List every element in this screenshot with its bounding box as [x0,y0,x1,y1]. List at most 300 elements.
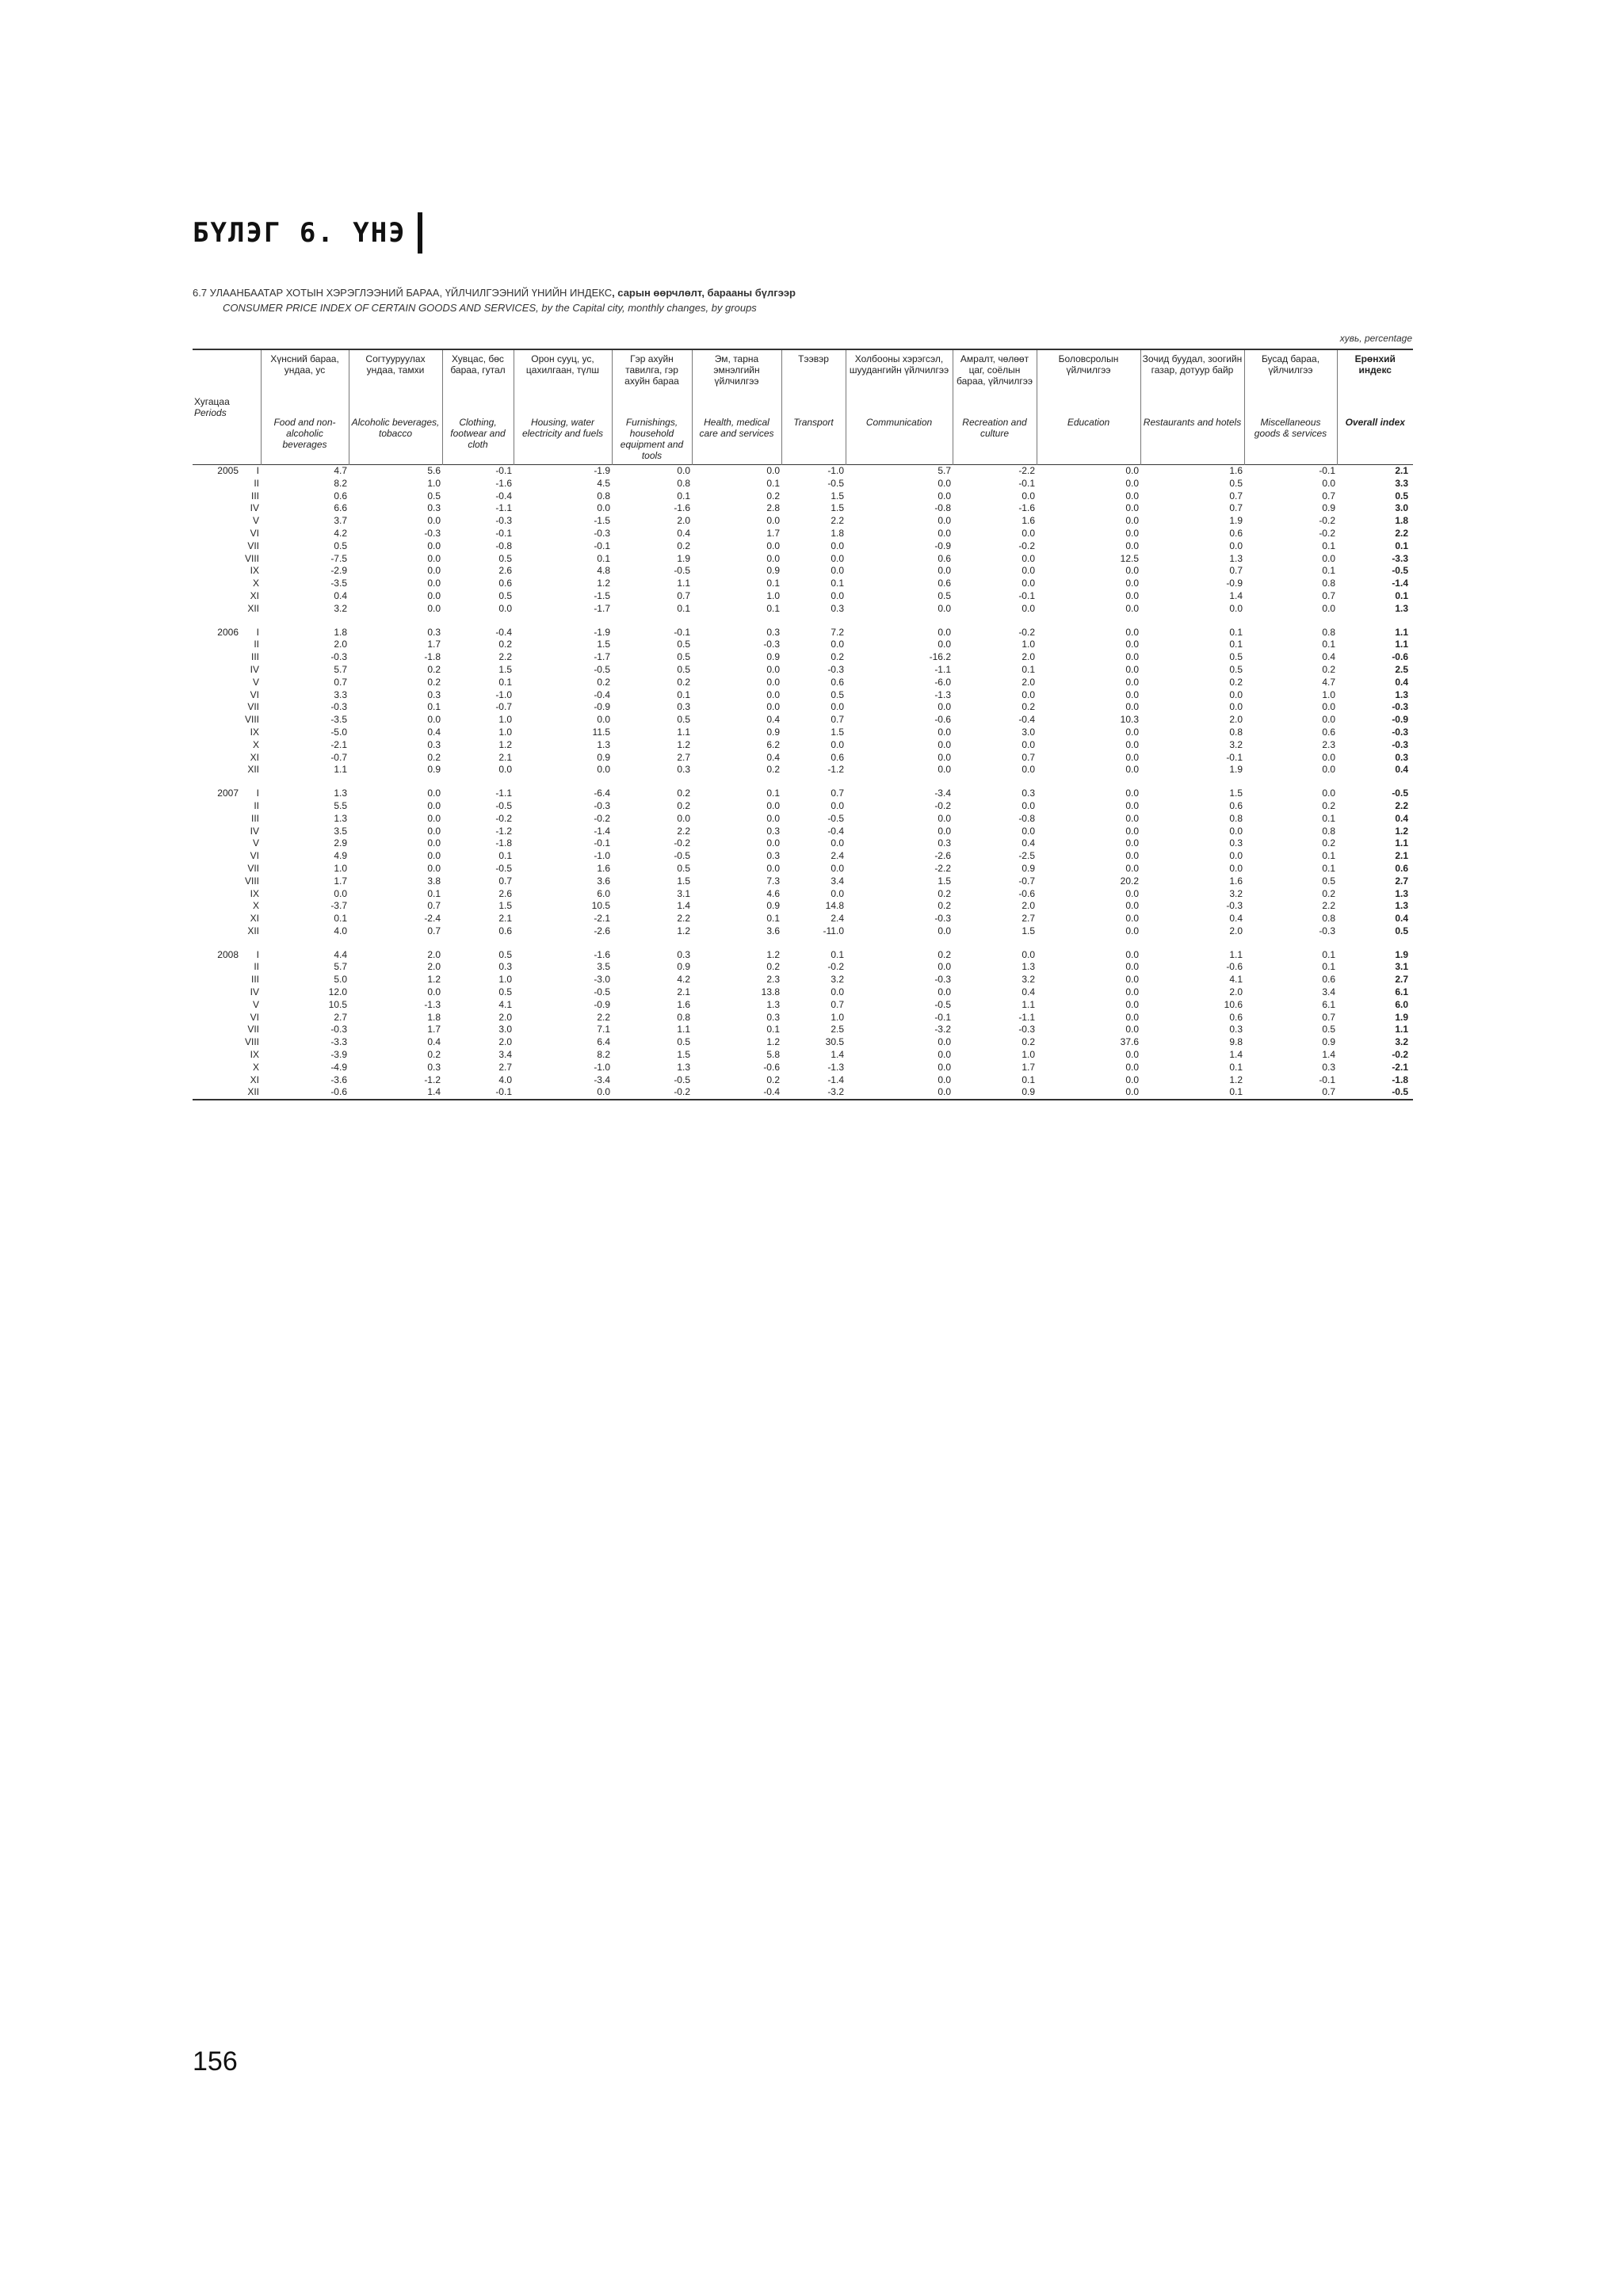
value-cell: 7.1 [597,1024,610,1035]
value-cell: 0.0 [1125,726,1139,738]
value-cell: 0.0 [1125,1049,1139,1061]
value-cell: 0.1 [427,701,441,713]
value-cell: 20.2 [1120,875,1139,887]
value-cell: 0.0 [766,515,780,527]
value-cell: 2.0 [498,1036,512,1048]
value-cell: 0.2 [427,663,441,675]
value-cell: 0.7 [1322,589,1335,601]
year-cell [193,850,240,863]
month-cell: VII [247,701,259,713]
value-cell: 0.2 [1322,799,1335,811]
value-cell: 0.7 [831,714,844,726]
value-cell: 0.4 [1022,837,1035,849]
year-cell [193,603,240,616]
value-cell: 4.1 [1229,974,1243,986]
table-row [193,1024,1413,1036]
value-cell: 2.2 [498,651,512,663]
table-title-en: CONSUMER PRICE INDEX OF CERTAIN GOODS AND SERVICES, by the Capital city, monthly changes, by groups [223,302,757,314]
value-cell: 0.7 [1229,490,1243,502]
value-cell: 1.0 [766,589,780,601]
month-cell: X [252,738,259,750]
value-cell: 3.4 [498,1049,512,1061]
value-cell: 2.2 [677,825,690,837]
value-cell: 0.6 [1395,862,1408,874]
month-cell: V [252,837,259,849]
value-cell: 0.1 [427,887,441,899]
value-cell: 0.2 [498,639,512,650]
value-cell: 6.4 [597,1036,610,1048]
value-cell: 1.2 [766,948,780,960]
year-cell [193,553,240,566]
value-cell: 0.2 [1022,701,1035,713]
value-cell: 1.7 [1022,1061,1035,1073]
month-cell: IX [250,887,259,899]
value-cell: 1.5 [831,502,844,514]
value-cell: 2.2 [1395,799,1408,811]
value-cell: -2.5 [1018,850,1035,862]
value-cell: 1.0 [1022,639,1035,650]
value-cell: -0.3 [934,974,951,986]
table-row [193,689,1413,702]
year-cell [193,701,240,714]
column-header: Хүнсний бараа, ундаа, ус Food and non-alcoholic beverages [261,349,349,465]
value-cell: 0.0 [1022,527,1035,539]
value-cell: 1.1 [677,578,690,589]
table-row [193,764,1413,776]
value-cell: 0.0 [498,602,512,614]
value-cell: 6.2 [766,738,780,750]
value-cell: -0.6 [261,1086,349,1100]
value-cell: -2.2 [1018,465,1035,476]
value-cell: 3.2 [1229,738,1243,750]
table-row [193,1036,1413,1049]
table-row [193,949,1413,962]
value-cell: 0.0 [1022,578,1035,589]
value-cell: -0.5 [594,663,610,675]
value-cell: 0.0 [1125,948,1139,960]
value-cell: 0.0 [1322,751,1335,763]
year-cell [193,961,240,974]
value-cell: 0.5 [831,688,844,700]
period-header: Хугацаа Periods [194,396,230,418]
month-cell: IX [250,565,259,577]
value-cell: -0.7 [330,751,347,763]
value-cell: 1.0 [427,477,441,489]
value-cell: 7.2 [831,626,844,638]
value-cell: 2.1 [1395,465,1408,476]
value-cell: -1.1 [1018,1011,1035,1023]
value-cell: -3.4 [594,1074,610,1085]
value-cell: -0.1 [1018,589,1035,601]
value-cell: 0.0 [1125,862,1139,874]
value-cell: 2.0 [498,1011,512,1023]
year-cell [193,764,240,776]
value-cell: 2.3 [1322,738,1335,750]
value-cell: 5.8 [766,1049,780,1061]
value-cell: -1.3 [424,998,441,1010]
value-cell: -1.3 [934,688,951,700]
value-cell: 0.2 [677,799,690,811]
value-cell: 2.0 [677,515,690,527]
value-cell: 6.1 [1395,986,1408,998]
value-cell: -0.2 [1392,1049,1408,1061]
value-cell: 3.7 [334,515,347,527]
value-cell: 0.7 [334,676,347,688]
value-cell: -0.1 [934,1011,951,1023]
value-cell: 0.0 [1125,974,1139,986]
value-cell: 0.5 [677,714,690,726]
value-cell: 0.0 [514,1086,612,1100]
value-cell: 0.0 [766,552,780,564]
value-cell: -0.2 [612,1086,692,1100]
month-cell: VIII [244,875,259,887]
value-cell: 0.0 [1322,552,1335,564]
year-cell [193,900,240,913]
month-cell: I [256,465,259,476]
value-cell: 0.3 [766,825,780,837]
value-cell: 10.5 [591,900,610,912]
value-cell: 2.0 [1022,676,1035,688]
year-cell [193,800,240,813]
value-cell: 1.9 [1229,515,1243,527]
month-cell: VI [250,688,259,700]
value-cell: 0.0 [1125,502,1139,514]
value-cell: -0.5 [827,812,844,824]
value-cell: 8.2 [334,477,347,489]
value-cell: 0.0 [938,751,951,763]
value-cell: 0.5 [498,986,512,998]
value-cell: 0.0 [1125,837,1139,849]
value-cell: 0.0 [1125,788,1139,799]
value-cell: -1.7 [594,602,610,614]
value-cell: 0.1 [1395,589,1408,601]
value-cell: 2.5 [831,1024,844,1035]
value-cell: 2.7 [334,1011,347,1023]
value-cell: 0.3 [766,850,780,862]
value-cell: 0.8 [597,490,610,502]
value-cell: 0.0 [766,812,780,824]
value-cell: 2.2 [597,1011,610,1023]
value-cell: 0.5 [1395,925,1408,936]
year-cell [193,1012,240,1024]
value-cell: 0.4 [1322,651,1335,663]
value-cell: -1.5 [594,515,610,527]
value-cell: -0.4 [827,825,844,837]
value-cell: 0.0 [938,565,951,577]
value-cell: -1.3 [827,1061,844,1073]
value-cell: 0.8 [1322,913,1335,925]
value-cell: 0.0 [938,764,951,776]
value-cell: 0.3 [677,948,690,960]
value-cell: 0.2 [427,751,441,763]
value-cell: 3.0 [498,1024,512,1035]
year-cell [193,565,240,578]
value-cell: 0.8 [1229,812,1243,824]
value-cell: 1.1 [1395,837,1408,849]
value-cell: -0.3 [827,663,844,675]
value-cell: -0.5 [1392,565,1408,577]
value-cell: 0.0 [1125,812,1139,824]
column-header: Ерөнхий индекс Overall index [1337,349,1413,465]
value-cell: 0.4 [766,751,780,763]
value-cell: 0.7 [831,998,844,1010]
value-cell: 1.5 [498,900,512,912]
value-cell: 1.1 [1022,998,1035,1010]
value-cell: 0.9 [766,726,780,738]
column-header: Бусад бараа, үйлчилгээ Miscellaneous goods & services [1244,349,1337,465]
value-cell: 0.4 [427,1036,441,1048]
value-cell: 0.0 [938,1074,951,1085]
value-cell: 0.0 [1125,925,1139,936]
value-cell: 0.0 [1125,688,1139,700]
value-cell: 0.0 [766,799,780,811]
value-cell: 2.2 [1322,900,1335,912]
value-cell: 0.0 [1125,465,1139,476]
value-cell: -0.5 [674,1074,690,1085]
value-cell: 0.3 [766,1011,780,1023]
value-cell: -6.0 [934,676,951,688]
value-cell: 0.4 [1395,913,1408,925]
value-cell: -0.2 [1018,626,1035,638]
value-cell: 1.4 [349,1086,442,1100]
value-cell: 5.7 [334,961,347,973]
value-cell: 0.6 [1322,726,1335,738]
year-spacer [193,776,1413,788]
value-cell: 0.6 [938,552,951,564]
table-row [193,515,1413,528]
year-cell: 2005 [217,465,239,476]
value-cell: 0.5 [938,589,951,601]
value-cell: 4.6 [766,887,780,899]
value-cell: 2.0 [1229,925,1243,936]
value-cell: 0.0 [427,862,441,874]
value-cell: -0.2 [495,812,512,824]
chapter-divider [418,212,422,254]
value-cell: -0.4 [1018,714,1035,726]
table-row [193,813,1413,826]
value-cell: 0.0 [1125,1074,1139,1085]
value-cell: 0.8 [1322,825,1335,837]
value-cell: 0.7 [1322,490,1335,502]
value-cell: 0.0 [677,812,690,824]
value-cell: 3.6 [766,925,780,936]
value-cell: 1.3 [1022,961,1035,973]
value-cell: -0.3 [594,527,610,539]
value-cell: 0.0 [831,589,844,601]
value-cell: 0.6 [1229,527,1243,539]
value-cell: 0.2 [938,900,951,912]
value-cell: 1.5 [1022,925,1035,936]
value-cell: -0.1 [674,626,690,638]
value-cell: 0.5 [677,639,690,650]
value-cell: 0.0 [1022,825,1035,837]
value-cell: 0.6 [498,925,512,936]
value-cell: -1.2 [424,1074,441,1085]
value-cell: 0.2 [1229,676,1243,688]
value-cell: 0.0 [1022,948,1035,960]
value-cell: 0.9 [766,565,780,577]
value-cell: -1.6 [594,948,610,960]
value-cell: 4.0 [334,925,347,936]
year-cell [193,913,240,925]
value-cell: 0.0 [1322,764,1335,776]
value-cell: 1.1 [1229,948,1243,960]
table-row [193,540,1413,553]
value-cell: 1.5 [677,875,690,887]
value-cell: 6.0 [1395,998,1408,1010]
table-row [193,1086,1413,1100]
value-cell: 0.3 [1229,1024,1243,1035]
value-cell: -3.2 [934,1024,951,1035]
month-cell: VIII [244,714,259,726]
month-cell: III [250,974,259,986]
year-cell [193,502,240,515]
value-cell: 4.9 [334,850,347,862]
value-cell: 3.5 [597,961,610,973]
value-cell: 1.0 [1322,688,1335,700]
value-cell: -0.4 [692,1086,781,1100]
value-cell: 0.1 [1395,540,1408,551]
value-cell: 0.2 [766,764,780,776]
value-cell: -0.6 [1392,651,1408,663]
value-cell: 2.7 [1395,875,1408,887]
value-cell: -6.4 [594,788,610,799]
value-cell: 3.2 [334,602,347,614]
value-cell: 0.0 [597,502,610,514]
value-cell: -2.1 [594,913,610,925]
value-cell: 0.1 [1322,961,1335,973]
value-cell: 0.9 [766,651,780,663]
value-cell: 0.3 [1395,751,1408,763]
table-row [193,1074,1413,1087]
value-cell: -3.6 [330,1074,347,1085]
value-cell: 0.0 [938,626,951,638]
value-cell: -0.2 [1319,527,1335,539]
value-cell: -0.3 [1018,1024,1035,1035]
value-cell: 0.0 [1125,490,1139,502]
chapter-heading [193,212,422,254]
year-cell: 2007 [217,788,239,799]
value-cell: 1.1 [334,764,347,776]
value-cell: -0.5 [495,799,512,811]
table-row [193,714,1413,727]
value-cell: 0.2 [427,1049,441,1061]
year-cell [193,677,240,689]
value-cell: 1.3 [1395,602,1408,614]
value-cell: 0.4 [1395,764,1408,776]
value-cell: 4.8 [597,565,610,577]
value-cell: 2.0 [1229,714,1243,726]
column-header: Боловсролын үйлчилгээ Education [1037,349,1140,465]
value-cell: 1.6 [677,998,690,1010]
value-cell: 3.2 [1229,887,1243,899]
value-cell: 0.0 [1125,764,1139,776]
value-cell: 1.3 [334,788,347,799]
value-cell: -0.3 [330,1024,347,1035]
value-cell: 0.5 [1395,490,1408,502]
table-row [193,888,1413,901]
year-cell: 2006 [217,626,239,638]
value-cell: 0.0 [1229,602,1243,614]
column-header: Холбооны хэрэгсэл, шуудангийн үйлчилгээ Communication [846,349,953,465]
value-cell: 6.6 [334,502,347,514]
value-cell: 1.7 [766,527,780,539]
value-cell: -3.0 [594,974,610,986]
value-cell: 1.9 [1229,764,1243,776]
value-cell: 2.6 [498,565,512,577]
year-cell [193,863,240,875]
value-cell: 0.0 [938,925,951,936]
value-cell: 0.8 [677,1011,690,1023]
value-cell: 7.3 [766,875,780,887]
value-cell: 3.4 [1322,986,1335,998]
value-cell: -0.4 [594,688,610,700]
value-cell: 0.8 [677,477,690,489]
column-header: Тээвэр Transport [781,349,846,465]
value-cell: -0.3 [424,527,441,539]
value-cell: 6.0 [597,887,610,899]
value-cell: 0.0 [1229,701,1243,713]
month-cell: XII [247,602,259,614]
year-spacer [193,616,1413,627]
value-cell: -1.6 [674,502,690,514]
value-cell: 0.6 [831,751,844,763]
value-cell: -3.3 [1392,552,1408,564]
value-cell: -0.6 [934,714,951,726]
value-cell: 0.3 [1229,837,1243,849]
value-cell: 1.6 [597,862,610,874]
table-row [193,900,1413,913]
month-cell: XI [250,589,259,601]
value-cell: 2.1 [498,751,512,763]
page-number: 156 [193,2046,238,2077]
value-cell: 0.0 [427,552,441,564]
value-cell: 0.5 [498,948,512,960]
value-cell: 1.0 [334,862,347,874]
value-cell: 0.0 [498,764,512,776]
value-cell: 1.3 [1395,887,1408,899]
value-cell: 0.7 [498,875,512,887]
value-cell: 0.1 [1229,639,1243,650]
value-cell: 0.6 [1229,1011,1243,1023]
value-cell: -1.2 [827,764,844,776]
month-cell: IV [250,825,259,837]
value-cell: -0.3 [1392,701,1408,713]
year-cell [193,540,240,553]
value-cell: -3.7 [330,900,347,912]
value-cell: 0.2 [597,676,610,688]
value-cell: 0.0 [846,1086,953,1100]
value-cell: 0.0 [1125,589,1139,601]
value-cell: 1.2 [597,578,610,589]
value-cell: 1.5 [831,726,844,738]
value-cell: 0.3 [427,738,441,750]
value-cell: -0.3 [330,701,347,713]
value-cell: 1.6 [1229,465,1243,476]
value-cell: 1.0 [498,714,512,726]
value-cell: 0.9 [427,764,441,776]
table-row [193,465,1413,478]
table-row [193,850,1413,863]
value-cell: -1.6 [1018,502,1035,514]
value-cell: 1.3 [334,812,347,824]
value-cell: -2.2 [934,862,951,874]
value-cell: 0.3 [1022,788,1035,799]
value-cell: 1.9 [1395,948,1408,960]
value-cell: 2.9 [334,837,347,849]
value-cell: 0.4 [427,726,441,738]
value-cell: 0.5 [677,651,690,663]
